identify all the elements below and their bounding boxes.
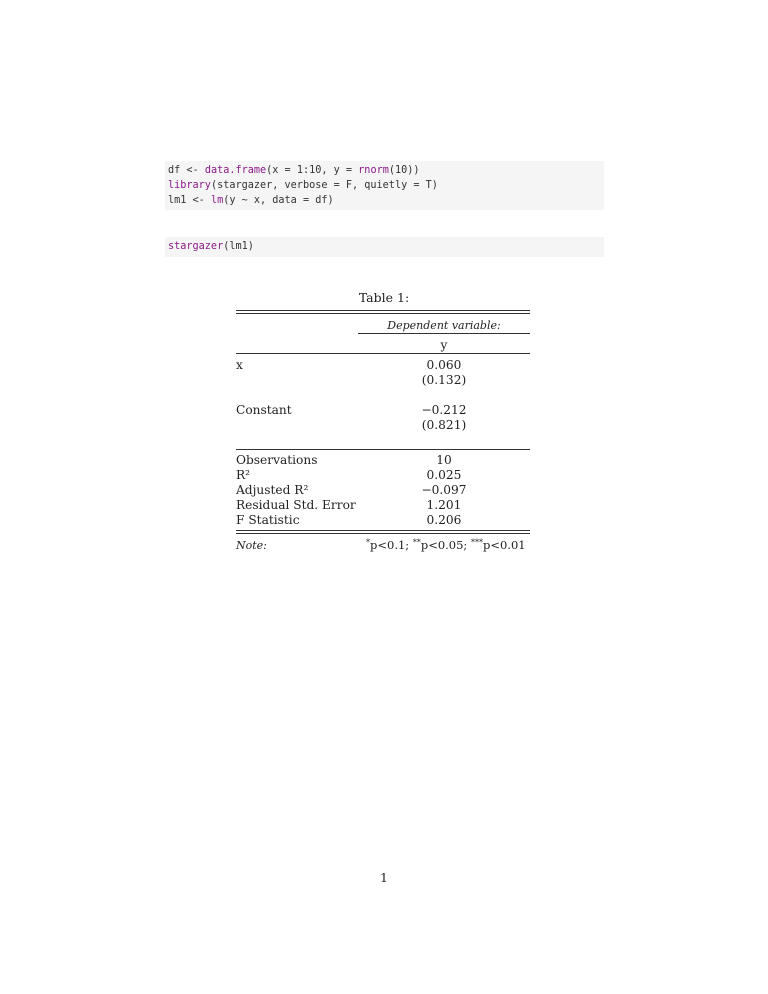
code-function: library [168, 180, 211, 191]
stat-value: 0.206 [426, 513, 462, 527]
note-part: p<0.1; [370, 538, 413, 552]
coefficient: −0.212 [421, 403, 467, 417]
table-rule-bottom [236, 530, 530, 531]
dependent-variable-header: Dependent variable: [387, 319, 501, 332]
table-rule [358, 333, 530, 334]
note-part: p<0.05; [420, 538, 471, 552]
dependent-variable-name: y [440, 338, 448, 352]
note-part: p<0.01 [482, 538, 526, 552]
table-caption: Table 1: [358, 290, 410, 305]
code-text: (lm1) [223, 241, 254, 252]
table-rule [236, 353, 530, 354]
row-label: Constant [236, 403, 292, 417]
row-label: x [236, 358, 243, 372]
code-function: data.frame [204, 165, 267, 176]
table-rule-bottom [236, 533, 530, 534]
stat-label: R² [236, 468, 251, 482]
code-text: (y ~ x, data = df) [223, 195, 334, 206]
significance-note: *p<0.1; **p<0.05; ***p<0.01 [366, 538, 526, 552]
stat-label: Residual Std. Error [236, 498, 356, 512]
code-block [165, 161, 604, 210]
stat-label: F Statistic [236, 513, 300, 527]
note-label: Note: [236, 539, 267, 552]
code-text: df <- [168, 165, 205, 176]
standard-error: (0.821) [421, 418, 467, 432]
stat-label: Observations [236, 453, 318, 467]
stat-value: 1.201 [426, 498, 462, 512]
coefficient: 0.060 [426, 358, 462, 372]
code-text: (x = 1:10, y = [266, 165, 359, 176]
table-rule-top [236, 310, 530, 311]
code-text: (stargazer, verbose = F, quietly = T) [210, 180, 438, 191]
code-text: (10)) [388, 165, 420, 176]
table-rule-top [236, 313, 530, 314]
table-rule [236, 449, 530, 450]
stat-value: 10 [436, 453, 452, 467]
code-function: rnorm [358, 165, 389, 176]
stat-value: 0.025 [426, 468, 462, 482]
code-function: lm [210, 195, 224, 206]
stat-value: −0.097 [421, 483, 467, 497]
code-function: stargazer [168, 241, 224, 252]
code-block [165, 237, 604, 257]
stat-label: Adjusted R² [236, 483, 309, 497]
code-text: lm1 <- [168, 195, 211, 206]
page-number: 1 [380, 870, 388, 885]
standard-error: (0.132) [421, 373, 467, 387]
